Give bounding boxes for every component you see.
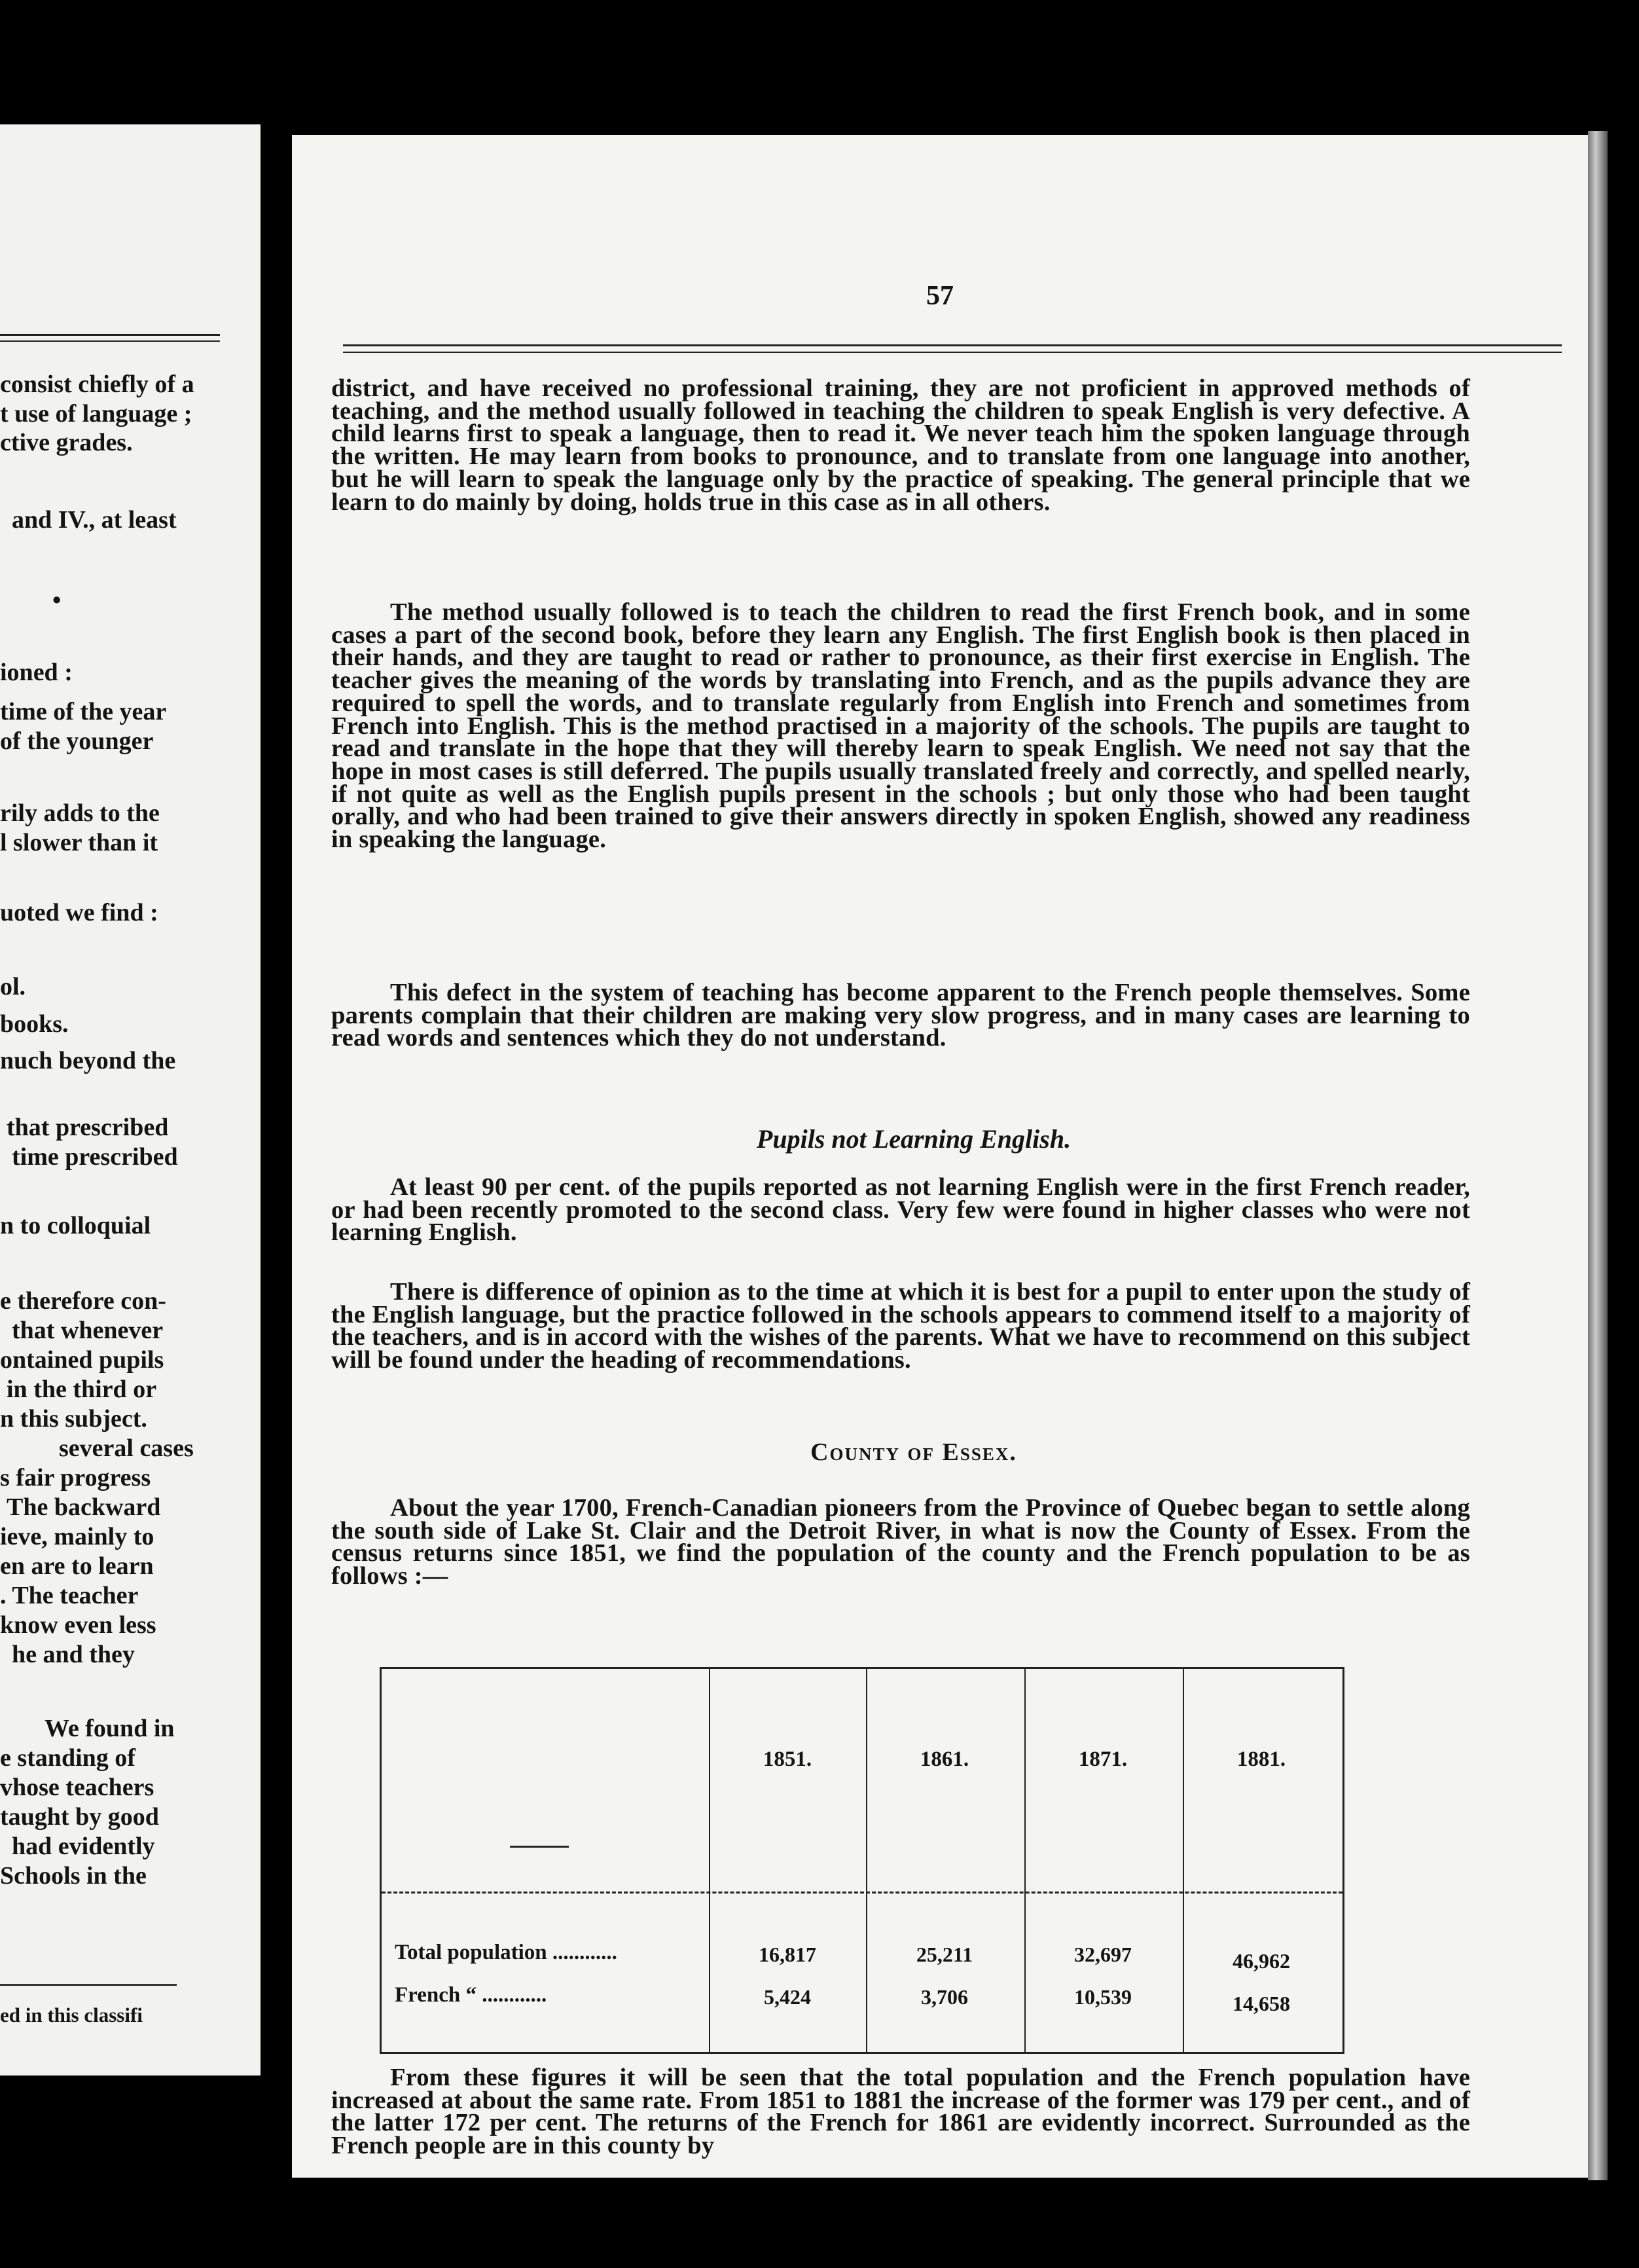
- table-header-year: 1881.: [1236, 1747, 1286, 1771]
- left-text-line: l slower than it: [0, 829, 158, 856]
- table-cell: 32,697: [1074, 1943, 1132, 1966]
- table-cell: 14,658: [1233, 1992, 1290, 2015]
- left-text-line: time of the year: [0, 698, 167, 725]
- left-text-line: uoted we find :: [0, 899, 158, 926]
- left-text-line: he and they: [12, 1641, 135, 1668]
- left-text-line: Schools in the: [0, 1862, 147, 1890]
- left-text-line: e therefore con-: [0, 1287, 166, 1315]
- left-text-line: ieve, mainly to: [0, 1523, 154, 1550]
- paragraph-year-1700: About the year 1700, French-Canadian pioneers from the Province of Quebec began to settle along the south side of Lake St. Clair and the Detroit River, in what is now the County of Essex. From the census returns since 1851, we find the population of the county and the French population to be as follows :—: [331, 1494, 1470, 1590]
- left-text-line: . The teacher: [0, 1582, 139, 1609]
- population-table: [380, 1667, 1344, 2054]
- left-text-line: time prescribed: [12, 1143, 178, 1171]
- left-text-line: had evidently: [12, 1833, 155, 1860]
- left-text-line: ol.: [0, 973, 26, 1000]
- table-header-year: 1861.: [920, 1747, 969, 1771]
- paragraph-from-these-figures: From these figures it will be seen that the total population and the French population have increased at about the same rate. From 1851 to 1881 the increase of the former was 179 per cent., and of the latter 172 per cent. The returns of the French for 1861 are evidently incorrect. Surrounded as the French people are in this county by: [331, 2064, 1470, 2160]
- table-cell: 25,211: [916, 1943, 973, 1966]
- page-number: 57: [926, 281, 954, 311]
- left-text-line: n this subject.: [0, 1405, 147, 1433]
- left-text-line: nuch beyond the: [0, 1047, 176, 1074]
- left-text-line: s fair progress: [0, 1464, 151, 1491]
- table-cell: 5,424: [764, 1985, 811, 2009]
- table-cell: 16,817: [759, 1943, 816, 1966]
- left-text-line: •: [52, 587, 62, 614]
- left-text-line: We found in: [45, 1715, 175, 1742]
- left-text-line: ioned :: [0, 659, 73, 686]
- left-text-line: t use of language ;: [0, 400, 192, 428]
- paragraph-defect: This defect in the system of teaching has become apparent to the French people themselves. Some parents complain that their children are making very slow progress, and in many cases are learning to read words and sentences which they do not understand.: [331, 979, 1470, 1052]
- table-header-rule: [382, 1892, 1342, 1893]
- table-header-dash: [510, 1846, 569, 1848]
- left-text-line: know even less: [0, 1611, 156, 1639]
- page-edge: [1588, 131, 1608, 2180]
- left-text-line: vhose teachers: [0, 1774, 154, 1801]
- left-text-line: The backward: [7, 1493, 161, 1521]
- left-footnote: ed in this classifi: [0, 2003, 143, 2026]
- table-header-year: 1871.: [1078, 1747, 1128, 1771]
- paragraph-training: district, and have received no professional training, they are not proficient in approved methods of teaching, and the method usually followed in teaching the children to speak English is very defective. A child learns first to speak a language, then to read it. We never teach him the spoken language through the written. He may learn from books to pronounce, and to translate from one language into another, but he will learn to speak the language only by the practice of speaking. The general principle that we learn to do mainly by doing, holds true in this case as in all others.: [331, 375, 1470, 516]
- left-text-line: rily adds to the: [0, 799, 160, 827]
- heading-county-of-essex: County of Essex.: [810, 1438, 1017, 1466]
- left-text-line: several cases: [59, 1435, 194, 1462]
- table-header-year: 1851.: [763, 1747, 812, 1771]
- left-text-line: ctive grades.: [0, 429, 133, 456]
- table-cell: 3,706: [921, 1985, 968, 2009]
- left-text-line: consist chiefly of a: [0, 371, 194, 398]
- left-text-line: of the younger: [0, 727, 154, 755]
- left-footnote-rule: [0, 1984, 177, 1986]
- left-text-line: that prescribed: [7, 1114, 169, 1141]
- left-facing-page: [0, 124, 261, 2076]
- left-text-line: books.: [0, 1010, 69, 1038]
- left-text-line: e standing of: [0, 1744, 135, 1772]
- table-row-label: Total population ............: [395, 1941, 617, 1964]
- paragraph-at-least-90: At least 90 per cent. of the pupils reported as not learning English were in the first French reader, or had been recently promoted to the second class. Very few were found in higher classes who were not learning English.: [331, 1173, 1470, 1247]
- left-header-rule: [0, 334, 220, 342]
- left-text-line: in the third or: [7, 1376, 157, 1403]
- heading-pupils-not-learning-english: Pupils not Learning English.: [756, 1124, 1072, 1154]
- table-row-label: French “ ............: [395, 1983, 547, 2007]
- header-rule: [343, 344, 1562, 353]
- right-page: [292, 135, 1588, 2178]
- table-cell: 46,962: [1233, 1949, 1290, 1973]
- paragraph-difference-of-opinion: There is difference of opinion as to the time at which it is best for a pupil to enter upon the study of the English language, but the practice followed in the schools appears to commend itself to a majority of the teachers, and is in accord with the wishes of the parents. What we have to recommend on this subject will be found under the heading of recommendations.: [331, 1278, 1470, 1374]
- table-cell: 10,539: [1074, 1985, 1132, 2009]
- left-text-line: en are to learn: [0, 1552, 154, 1580]
- left-text-line: ontained pupils: [0, 1346, 164, 1374]
- left-text-line: taught by good: [0, 1803, 159, 1831]
- left-text-line: n to colloquial: [0, 1212, 151, 1239]
- paragraph-method: The method usually followed is to teach the children to read the first French book, and in some cases a part of the second book, before they learn any English. The first English book is then placed in their hands, and they are taught to read or rather to pronounce, as their first exercise in English. The teacher gives the meaning of the words by translating into French, and as the pupils advance they are required to spell the words, and to translate regularly from English into French and sometimes from French into English. This is the method practised in a majority of the schools. The pupils are taught to read and translate in the hope that they will thereby learn to speak English. We need not say that the hope in most cases is still deferred. The pupils usually translated freely and correctly, and spelled nearly, if not quite as well as the English pupils present in the schools ; but only those who had been taught orally, and who had been trained to give their answers directly in spoken English, showed any readiness in speaking the language.: [331, 598, 1470, 854]
- left-text-line: and IV., at least: [12, 506, 177, 534]
- left-text-line: that whenever: [12, 1317, 164, 1344]
